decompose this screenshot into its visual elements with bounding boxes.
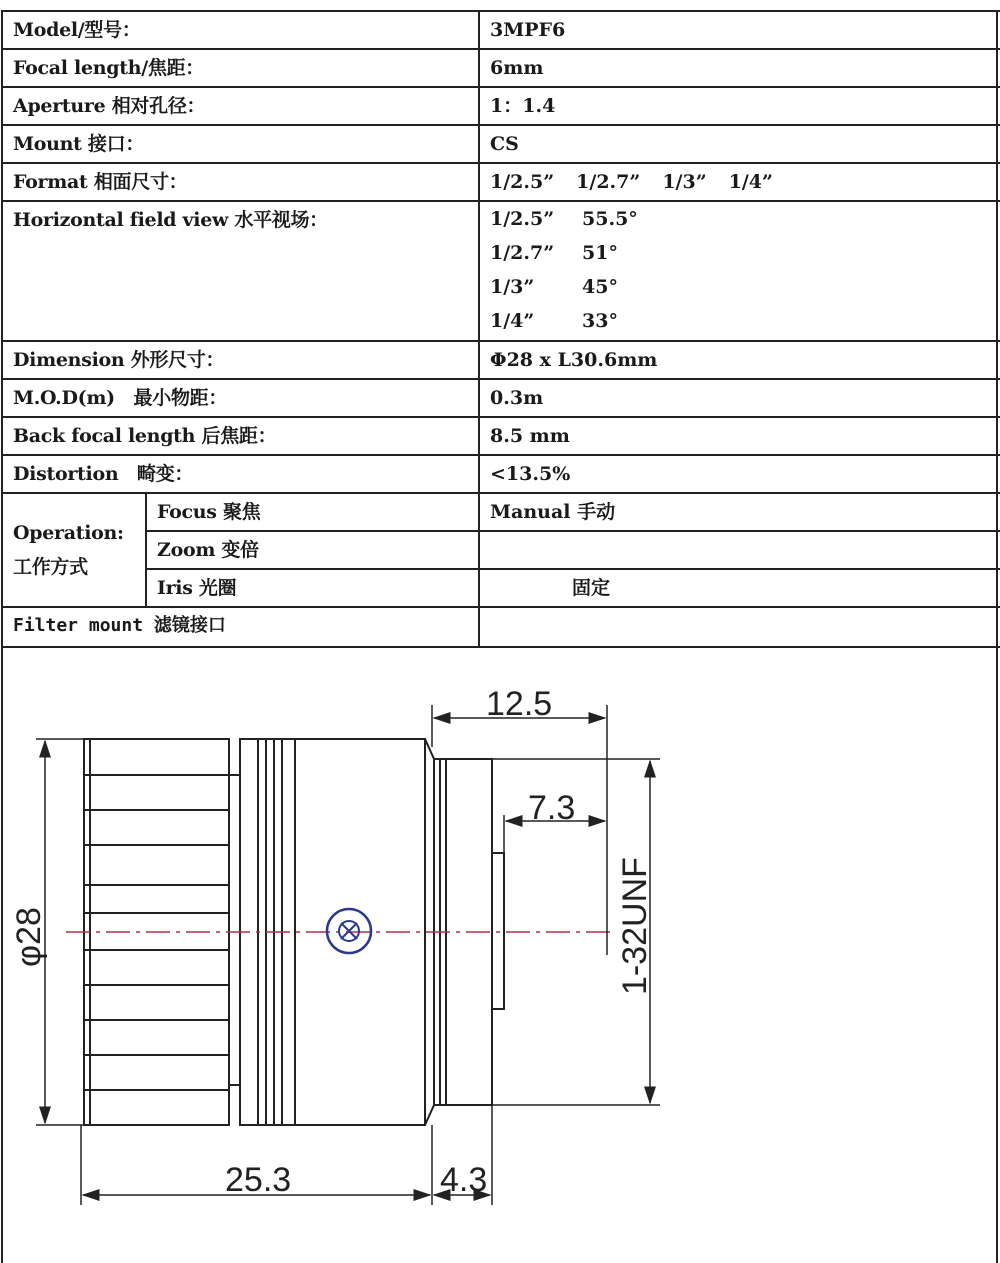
format-values [479,163,1000,201]
dimension-label: Dimension 外形尺寸： [2,341,479,379]
iris-value: 固定 [479,569,1000,607]
mount-label: Mount 接口： [2,125,479,163]
back-focal-value: 8.5 mm [479,417,1000,455]
row-model [2,11,1000,49]
hfov-row [490,304,1000,338]
iris-label: Iris 光圈 [146,569,479,607]
format-label: Format 相面尺寸： [2,163,479,201]
hfov-values [479,201,1000,341]
focus-value: Manual 手动 [479,493,1000,531]
format-value: 1/4” [728,171,773,193]
focus-label: Focus 聚焦 [146,493,479,531]
hfov-angle: 51° [582,242,618,264]
spec-table [1,10,1000,648]
dim-thread: 1-32UNF [616,857,654,995]
row-operation-iris [2,569,1000,607]
screw-icon [327,909,371,953]
row-filter-mount [2,607,1000,647]
format-value: 1/2.7” [576,171,641,193]
dim-4-3: 4.3 [440,1161,488,1199]
mount-value: CS [479,125,1000,163]
back-focal-label: Back focal length 后焦距： [2,417,479,455]
hfov-format: 1/3” [490,276,535,298]
dim-7-3: 7.3 [528,789,576,827]
distortion-value: <13.5% [479,455,1000,493]
dim-12-5: 12.5 [486,685,553,723]
aperture-value: 1：1.4 [479,87,1000,125]
row-focal-length [2,49,1000,87]
focal-length-label: Focal length/焦距： [2,49,479,87]
model-value: 3MPF6 [479,11,1000,49]
filter-mount-label: Filter mount 滤镜接口 [2,607,479,647]
mod-label: M.O.D(m) 最小物距： [2,379,479,417]
operation-label [2,493,146,607]
row-aperture [2,87,1000,125]
hfov-row [490,236,1000,270]
hfov-row [490,270,1000,304]
hfov-format: 1/2.5” [490,208,555,230]
row-operation-focus [2,493,1000,531]
row-mount [2,125,1000,163]
filter-mount-value [479,607,1000,647]
row-back-focal [2,417,1000,455]
aperture-label: Aperture 相对孔径： [2,87,479,125]
row-format [2,163,1000,201]
hfov-format: 1/2.7” [490,242,555,264]
dim-25-3: 25.3 [225,1161,292,1199]
format-value: 1/2.5” [490,171,555,193]
dimension-value: Φ28 x L30.6mm [479,341,1000,379]
lens-dimension-drawing [0,655,1000,1255]
hfov-angle: 55.5° [582,208,638,230]
hfov-angle: 45° [582,276,618,298]
format-value: 1/3” [662,171,707,193]
operation-label-cn: 工作方式 [13,556,88,578]
row-distortion [2,455,1000,493]
dim-diameter: φ28 [10,907,48,967]
row-operation-zoom [2,531,1000,569]
mod-value: 0.3m [479,379,1000,417]
zoom-value [479,531,1000,569]
zoom-label: Zoom 变倍 [146,531,479,569]
rear-element [492,853,504,1009]
operation-label-en: Operation: [13,522,124,544]
hfov-angle: 33° [582,310,618,332]
model-label: Model/型号： [2,11,479,49]
focal-length-value: 6mm [479,49,1000,87]
row-dimension [2,341,1000,379]
hfov-format: 1/4” [490,310,535,332]
hfov-row [490,202,1000,236]
distortion-label: Distortion 畸变： [2,455,479,493]
hfov-label: Horizontal field view 水平视场： [2,201,479,341]
row-hfov [2,201,1000,341]
row-mod [2,379,1000,417]
